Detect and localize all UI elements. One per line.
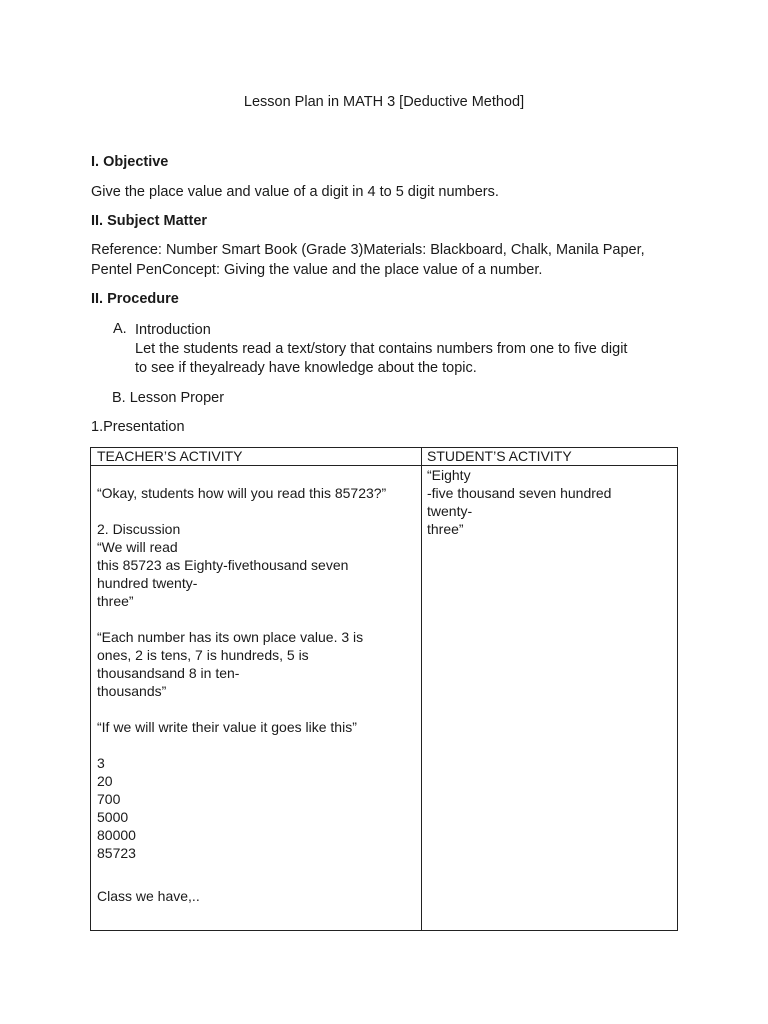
teacher-closing-line: Class we have,.. — [97, 888, 200, 904]
subject-matter-line-2: Pentel PenConcept: Giving the value and the place value of a number. — [91, 262, 543, 278]
student-activity-line: twenty- — [427, 503, 473, 519]
introduction-line-2: to see if theyalready have knowledge about the topic. — [135, 360, 477, 376]
table-column-divider — [421, 448, 422, 930]
teacher-activity-line: three” — [97, 593, 134, 609]
teacher-activity-header: TEACHER’S ACTIVITY — [97, 448, 243, 464]
teacher-activity-line: “If we will write their value it goes like this” — [97, 719, 357, 735]
teacher-activity-line — [97, 610, 386, 628]
teacher-activity-line — [97, 700, 386, 718]
teacher-activity-line: “Okay, students how will you read this 85723?” — [97, 485, 387, 501]
teacher-activity-line: “Each number has its own place value. 3 is — [97, 629, 364, 645]
teacher-activity-line: ones, 2 is tens, 7 is hundreds, 5 is — [97, 647, 309, 663]
teacher-activity-line: 700 — [97, 791, 121, 807]
teacher-activity-line: 85723 — [97, 845, 136, 861]
objective-heading: I. Objective — [91, 154, 169, 170]
teacher-activity-line — [97, 736, 386, 754]
teacher-activity-line: 5000 — [97, 809, 129, 825]
teacher-activity-line: 3 — [97, 755, 105, 771]
subject-matter-line-1: Reference: Number Smart Book (Grade 3)Materials: Blackboard, Chalk, Manila Paper, — [91, 242, 645, 258]
teacher-activity-line: thousands” — [97, 683, 167, 699]
student-activity-line: -five thousand seven hundred — [427, 485, 612, 501]
teacher-activity-line: “We will read — [97, 539, 178, 555]
teacher-activity-line: 80000 — [97, 827, 136, 843]
lesson-proper-label: B. Lesson Proper — [112, 390, 225, 406]
student-activity-line: “Eighty — [427, 467, 471, 483]
teacher-activity-line — [97, 502, 386, 520]
student-activity-header: STUDENT’S ACTIVITY — [427, 448, 572, 464]
procedure-heading: II. Procedure — [91, 291, 179, 307]
presentation-label: 1.Presentation — [91, 419, 185, 435]
teacher-activity-line: 20 — [97, 773, 113, 789]
introduction-label: Introduction — [135, 322, 211, 338]
subject-matter-heading: II. Subject Matter — [91, 213, 208, 229]
teacher-activity-line: thousandsand 8 in ten- — [97, 665, 240, 681]
teacher-activity-line: hundred twenty- — [97, 575, 198, 591]
student-activity-cell — [427, 466, 611, 538]
objective-text: Give the place value and value of a digit in 4 to 5 digit numbers. — [91, 184, 499, 200]
activity-table — [90, 447, 678, 931]
teacher-activity-cell — [97, 484, 386, 862]
teacher-activity-line: 2. Discussion — [97, 521, 181, 537]
list-marker-a: A. — [113, 321, 127, 337]
document-title: Lesson Plan in MATH 3 [Deductive Method] — [243, 94, 525, 110]
introduction-line-1: Let the students read a text/story that contains numbers from one to five digit — [135, 341, 628, 357]
teacher-activity-line: this 85723 as Eighty-fivethousand seven — [97, 557, 349, 573]
student-activity-line: three” — [427, 521, 464, 537]
